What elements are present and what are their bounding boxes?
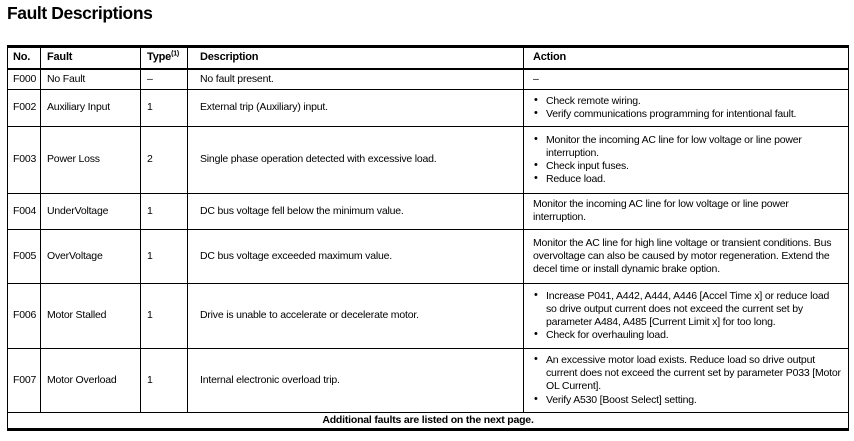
cell-fault-type: 1 — [141, 89, 188, 126]
table-footer-note: Additional faults are listed on the next page. — [8, 412, 849, 429]
column-header-fault: Fault — [41, 47, 141, 69]
fault-table — [7, 45, 849, 431]
table-row — [8, 89, 849, 126]
cell-action: Monitor the incoming AC line for low voltage or line power interruption. — [524, 193, 849, 229]
cell-fault-no: F000 — [8, 69, 41, 90]
table-row — [8, 283, 849, 348]
cell-fault-name: Motor Stalled — [41, 283, 141, 348]
action-bullet-list — [533, 290, 842, 343]
page-title: Fault Descriptions — [7, 3, 153, 23]
action-bullet-item: • Verify A530 [Boost Select] setting. — [533, 394, 842, 407]
cell-action — [524, 283, 849, 348]
table-header-row — [8, 47, 849, 69]
action-bullet-item: • Check input fuses. — [533, 160, 842, 173]
action-bullet-list — [533, 354, 842, 407]
column-header-no: No. — [8, 47, 41, 69]
cell-fault-no: F003 — [8, 126, 41, 193]
cell-action: – — [524, 69, 849, 90]
table-footer-row — [8, 412, 849, 429]
cell-fault-type: 2 — [141, 126, 188, 193]
action-bullet-item: • Increase P041, A442, A444, A446 [Accel Time x] or reduce load so drive output current does not exceed the current set by parameter A484, A485 [Current Limit x] for too long. — [533, 290, 842, 329]
column-header-action: Action — [524, 47, 849, 69]
cell-fault-name: Auxiliary Input — [41, 89, 141, 126]
cell-fault-no: F007 — [8, 348, 41, 412]
cell-fault-type: 1 — [141, 348, 188, 412]
cell-fault-no: F005 — [8, 229, 41, 283]
cell-description: External trip (Auxiliary) input. — [188, 89, 524, 126]
cell-description: DC bus voltage exceeded maximum value. — [188, 229, 524, 283]
action-bullet-item: • Check for overhauling load. — [533, 329, 842, 342]
cell-fault-name: Motor Overload — [41, 348, 141, 412]
cell-action: Monitor the AC line for high line voltage or transient conditions. Bus overvoltage can also be caused by motor regeneration. Extend the decel time or install dynamic brake option. — [524, 229, 849, 283]
column-header-description: Description — [188, 47, 524, 69]
column-header-type: Type$^{(1)}$ — [141, 47, 188, 69]
footnote-marker: (1) — [171, 50, 180, 58]
cell-fault-no: F006 — [8, 283, 41, 348]
cell-description: No fault present. — [188, 69, 524, 90]
fault-table-body — [8, 69, 849, 413]
action-bullet-item: • An excessive motor load exists. Reduce load so drive output current does not exceed the current set by parameter P033 [Motor OL Current]. — [533, 354, 842, 393]
table-row — [8, 69, 849, 90]
cell-description: Drive is unable to accelerate or decelerate motor. — [188, 283, 524, 348]
cell-fault-type: 1 — [141, 283, 188, 348]
cell-action — [524, 348, 849, 412]
cell-description: DC bus voltage fell below the minimum value. — [188, 193, 524, 229]
action-bullet-list — [533, 95, 842, 121]
cell-fault-name: Power Loss — [41, 126, 141, 193]
action-bullet-list — [533, 134, 842, 187]
action-bullet-item: • Check remote wiring. — [533, 95, 842, 108]
cell-fault-name: No Fault — [41, 69, 141, 90]
cell-fault-no: F002 — [8, 89, 41, 126]
cell-fault-name: OverVoltage — [41, 229, 141, 283]
cell-fault-no: F004 — [8, 193, 41, 229]
table-row — [8, 193, 849, 229]
action-bullet-item: • Verify communications programming for intentional fault. — [533, 108, 842, 121]
cell-fault-type: – — [141, 69, 188, 90]
action-bullet-item: • Reduce load. — [533, 173, 842, 186]
table-row — [8, 348, 849, 412]
cell-description: Internal electronic overload trip. — [188, 348, 524, 412]
table-row — [8, 229, 849, 283]
cell-action — [524, 126, 849, 193]
cell-action — [524, 89, 849, 126]
table-row — [8, 126, 849, 193]
cell-fault-type: 1 — [141, 193, 188, 229]
cell-description: Single phase operation detected with excessive load. — [188, 126, 524, 193]
cell-fault-type: 1 — [141, 229, 188, 283]
action-bullet-item: • Monitor the incoming AC line for low voltage or line power interruption. — [533, 134, 842, 160]
cell-fault-name: UnderVoltage — [41, 193, 141, 229]
